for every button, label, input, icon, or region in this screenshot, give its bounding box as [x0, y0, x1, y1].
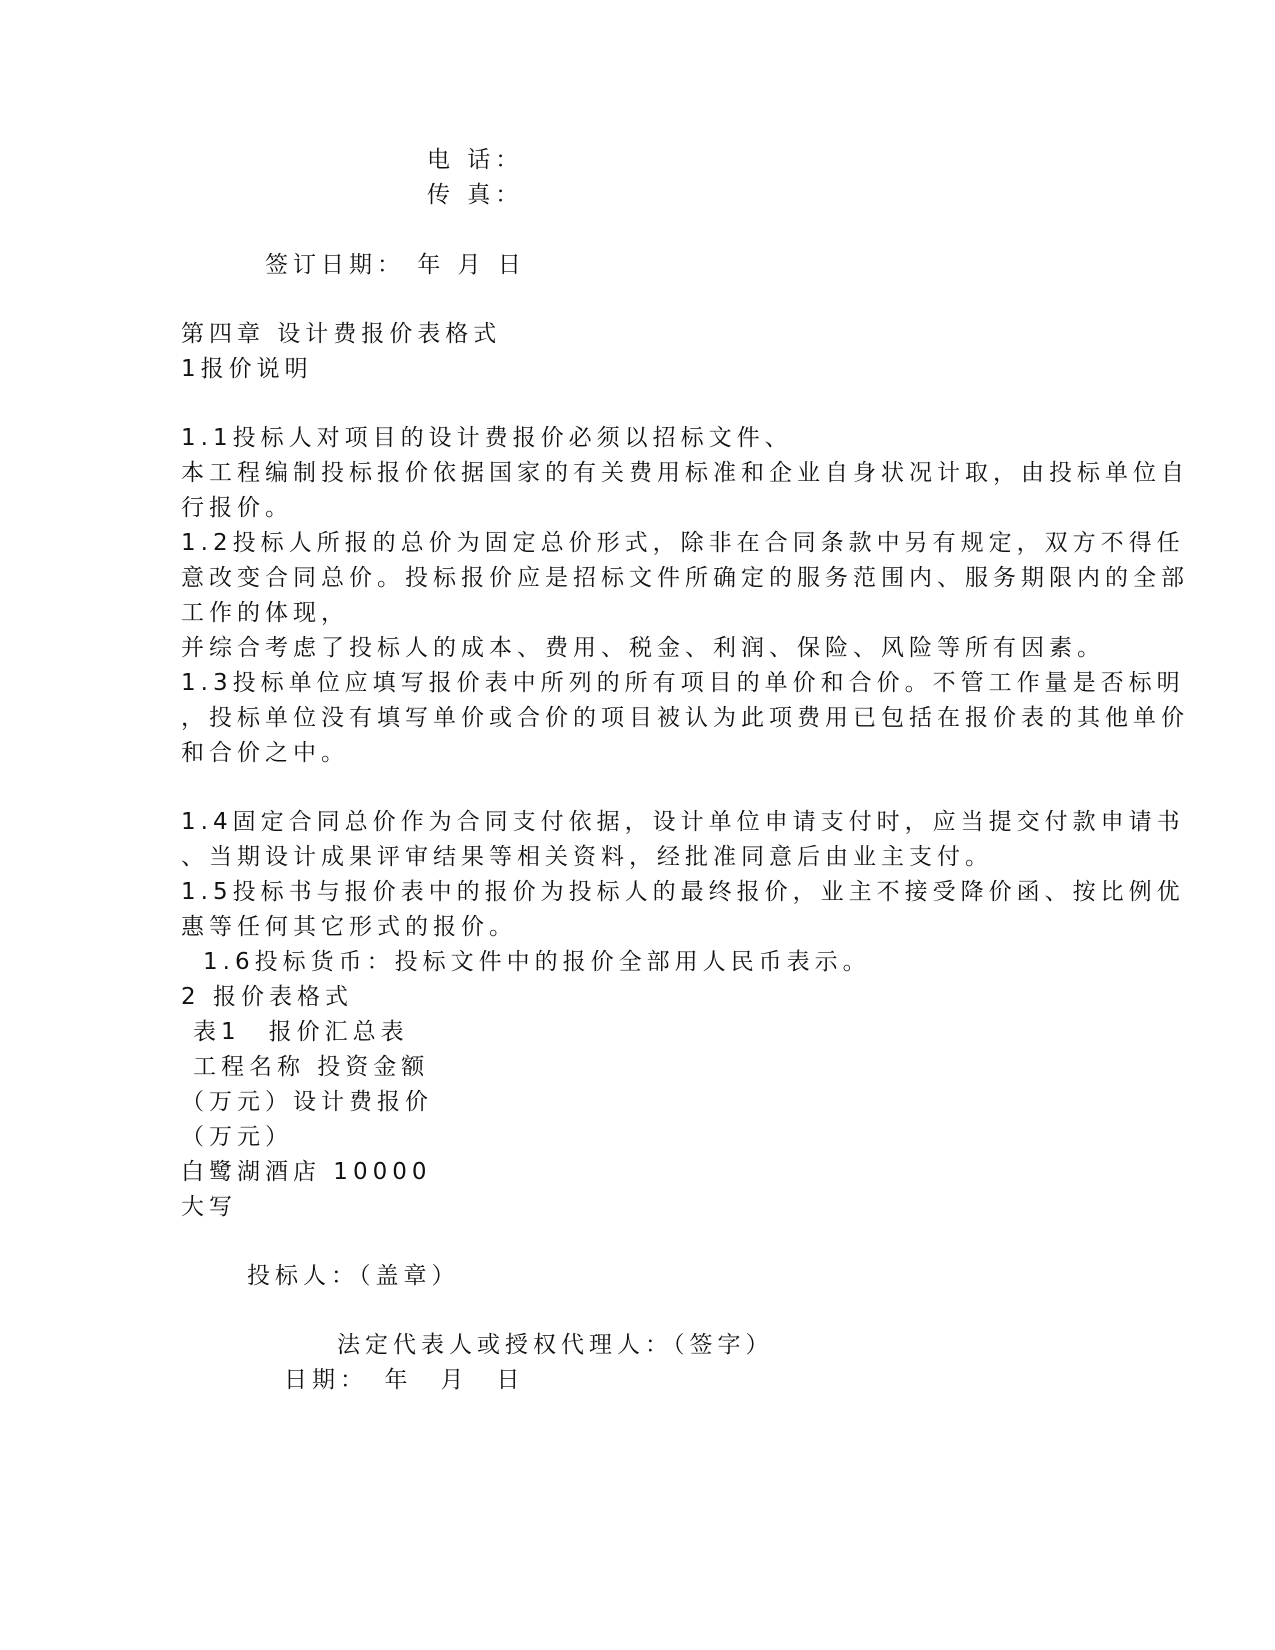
table-row: 大写 [181, 1194, 237, 1220]
section-2-heading: 2 报价表格式 [181, 984, 353, 1010]
clause-line: 1.2投标人所报的总价为固定总价形式，除非在合同条款中另有规定，双方不得任 [181, 530, 1185, 556]
clause-line: 1.1投标人对项目的设计费报价必须以招标文件、 [181, 425, 793, 451]
clause-line: 1.4固定合同总价作为合同支付依据，设计单位申请支付时，应当提交付款申请书 [181, 809, 1185, 835]
clause-line: 和合价之中。 [181, 740, 349, 766]
clause-line: 1.6投标货币：投标文件中的报价全部用人民币表示。 [203, 949, 871, 975]
clause-line: 工作的体现， [181, 600, 349, 626]
phone-label: 电 话： [427, 147, 524, 173]
section-1-heading: 1报价说明 [181, 356, 313, 382]
clause-line: 意改变合同总价。投标报价应是招标文件所确定的服务范围内、服务期限内的全部 [181, 565, 1189, 591]
clause-line: 、当期设计成果评审结果等相关资料，经批准同意后由业主支付。 [181, 844, 993, 870]
clause-line: 1.3投标单位应填写报价表中所列的所有项目的单价和合价。不管工作量是否标明 [181, 670, 1185, 696]
table-header-line: 工程名称 投资金额 [193, 1054, 430, 1080]
chapter-title: 第四章 设计费报价表格式 [181, 321, 502, 347]
table-row: 白鹭湖酒店 10000 [181, 1159, 432, 1185]
clause-line: 1.5投标书与报价表中的报价为投标人的最终报价，业主不接受降价函、按比例优 [181, 879, 1185, 905]
table-header-line: （万元） [181, 1124, 293, 1150]
bidder-seal-line: 投标人：（盖章） [247, 1263, 460, 1289]
sign-date: 签订日期： 年 月 日 [265, 252, 526, 278]
representative-sign-line: 法定代表人或授权代理人：（签字） [337, 1332, 774, 1358]
fax-label: 传 真： [427, 182, 524, 208]
clause-line: 行报价。 [181, 495, 293, 521]
clause-line: ，投标单位没有填写单价或合价的项目被认为此项费用已包括在报价表的其他单价 [181, 705, 1189, 731]
clause-line: 惠等任何其它形式的报价。 [181, 914, 517, 940]
table-title: 表1 报价汇总表 [193, 1019, 409, 1045]
clause-line: 并综合考虑了投标人的成本、费用、税金、利润、保险、风险等所有因素。 [181, 635, 1105, 661]
table-header-line: （万元）设计费报价 [181, 1089, 433, 1115]
signature-date: 日期： 年 月 日 [284, 1367, 525, 1393]
clause-line: 本工程编制投标报价依据国家的有关费用标准和企业自身状况计取，由投标单位自 [181, 460, 1189, 486]
